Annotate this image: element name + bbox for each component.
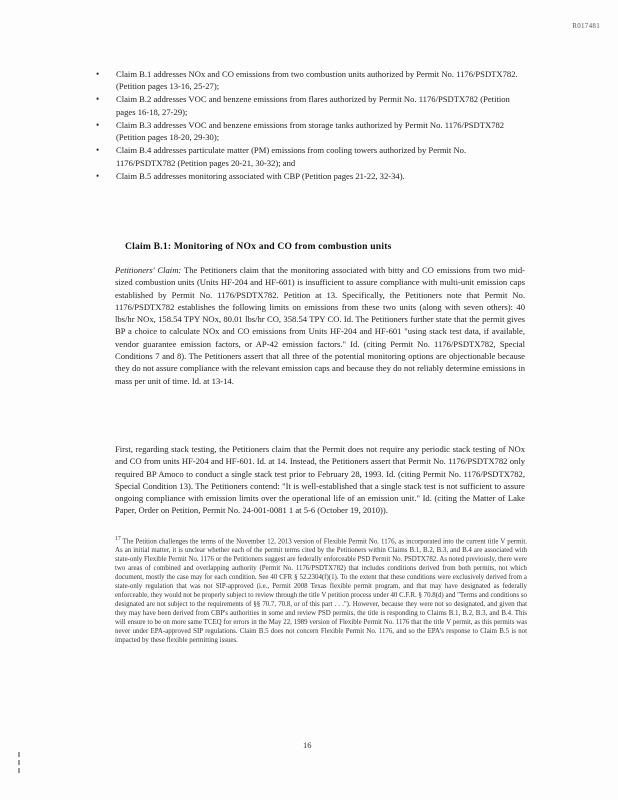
paragraph-lead: Petitioners' Claim: (115, 265, 182, 275)
bullet-text: Claim B.1 addresses NOx and CO emissions from two combustion units authorized by Permit No. 1176/PSDTX782. (Petition pages 13-16, 25-27); (116, 69, 518, 92)
document-id: R017481 (572, 22, 600, 30)
bullet-text: Claim B.4 addresses particulate matter (PM) emissions from cooling towers authorized by Permit No. 1176/PSDTX782 (Petition pages 20-21, 30-32); and (116, 145, 467, 168)
bullet-icon: • (96, 170, 100, 181)
list-item (96, 119, 526, 144)
bullet-text: Claim B.5 addresses monitoring associated with CBP (Petition pages 21-22, 32-34). (116, 170, 405, 181)
list-item (96, 93, 526, 118)
bullet-icon: • (96, 69, 100, 79)
bullet-text: Claim B.2 addresses VOC and benzene emissions from flares authorized by Permit No. 1176/PSDTX782 (Petition pages 16-18, 27-29); (116, 94, 510, 117)
bullet-icon: • (96, 94, 100, 105)
bullet-icon: • (96, 119, 100, 130)
list-item (96, 68, 526, 93)
section-heading: Claim B.1: Monitoring of NOx and CO from combustion units (125, 241, 392, 252)
list-item (96, 144, 526, 169)
scan-mark (18, 768, 20, 773)
footnote-marker: 17 (115, 536, 121, 542)
petitioners-claim-paragraph (115, 264, 525, 387)
claims-bullet-list (96, 68, 526, 183)
scan-mark (18, 752, 20, 757)
bullet-text: Claim B.3 addresses VOC and benzene emissions from storage tanks authorized by Permit No. 1176/PSDTX782 (Petition pages 18-20, 29-30); (116, 119, 505, 143)
scan-margin-marks (18, 752, 24, 776)
scan-mark (18, 760, 20, 765)
footnote-text: The Petition challenges the terms of the November 12, 2013 version of Flexible Permit No. 1176, as incorporated into the current title V permit. As an initial matter, it is unclear whether each of the permit terms cited by the Petitioners within Claims B.1, B.2, B.3, and B.4 are associated with state-only Flexible Permit No. 1176 or the Petitioners suggest are federally enforceable PSD Permit No. PSDTX782. As noted previously, there were two areas of combined and overlapping authority (Permit No. 1176/PSDTX782) that includes conditions derived from both permits, not which document, mostly the case may for each condition. See 40 CFR § 52.2304(f)(1). To the extent that these conditions were exclusively derived from a state-only regulation that was not SIP-approved (i.e., Permit 2008 Texas flexible permit program, and that may have designated as federally enforceable, they would not be properly subject to review through the title V petition process under 40 C.F.R. § 70.8(d) and "Terms and conditions so designated are not subject to the requirements of §§ 70.7, 70.8, or of this part . . ."). However, because they were not so designated, and given that they may have been derived from CBP's authorities in some and review PSD permits, the title is responding to Claims B.1, B.2, B.3, and B.4. This will ensure to be on more same TCEQ for errors in the May 22, 1989 version of Flexible Permit No. 1176 that the title V permit, as this permits was never under EPA-approved SIP regulations. Claim B.5 does not concern Flexible Permit No. 1176, and so the EPA's response to Claim B.5 is not impacted by these flexible permitting issues. (115, 538, 528, 644)
footnote (115, 535, 527, 646)
paragraph-text: First, regarding stack testing, the Petitioners claim that the Permit does not require any periodic stack testing of NOx and CO from units HF-204 and HF-601. Id. at 14. Instead, the Petitioners assert that Permit No. 1176/PSDTX782 only required BP Amoco to conduct a single stack test prior to February 28, 1993. Id. (citing Permit No. 1176/PSDTX782, Special Condition 13). The Petitioners contend: "It is well-established that a single stack test is not sufficient to assure ongoing compliance with emission limits over the operational life of an emission unit." Id. (citing the Matter of Lake Paper, Order on Petition, Permit No. 24-001-0081 1 at 5-6 (October 19, 2010)). (115, 444, 525, 516)
list-item (96, 170, 526, 182)
paragraph-text: The Petitioners claim that the monitoring associated with bitty and CO emissions from two mid-sized combustion units (Units HF-204 and HF-601) is insufficient to assure compliance with multi-unit emission caps established by Permit No. 1176/PSDTX782. Petition at 13. Specifically, the Petitioners note that Permit No. 1176/PSDTX782 establishes the following limits on emissions from these two units (along with seven others): 40 lbs/hr NOx, 158.54 TPY NOx, 80.01 lbs/hr CO, 358.54 TPY CO. Id. The Petitioners further state that the permit gives BP a choice to calculate NOx and CO emissions from Units HF-204 and HF-601 "using stack test data, if available, vendor guarantee emission factors, or AP-42 emission factors." Id. (citing Permit No. 1176/PSDTX782, Special Conditions 7 and 8). The Petitioners assert that all three of the potential monitoring options are objectionable because they do not assure compliance with the relevant emission caps and because they do not reliably determine emissions in mass per unit of time. Id. at 13-14. (115, 265, 525, 386)
bullet-icon: • (96, 145, 100, 156)
page-number: 16 (303, 740, 312, 750)
stack-testing-paragraph (115, 443, 525, 517)
